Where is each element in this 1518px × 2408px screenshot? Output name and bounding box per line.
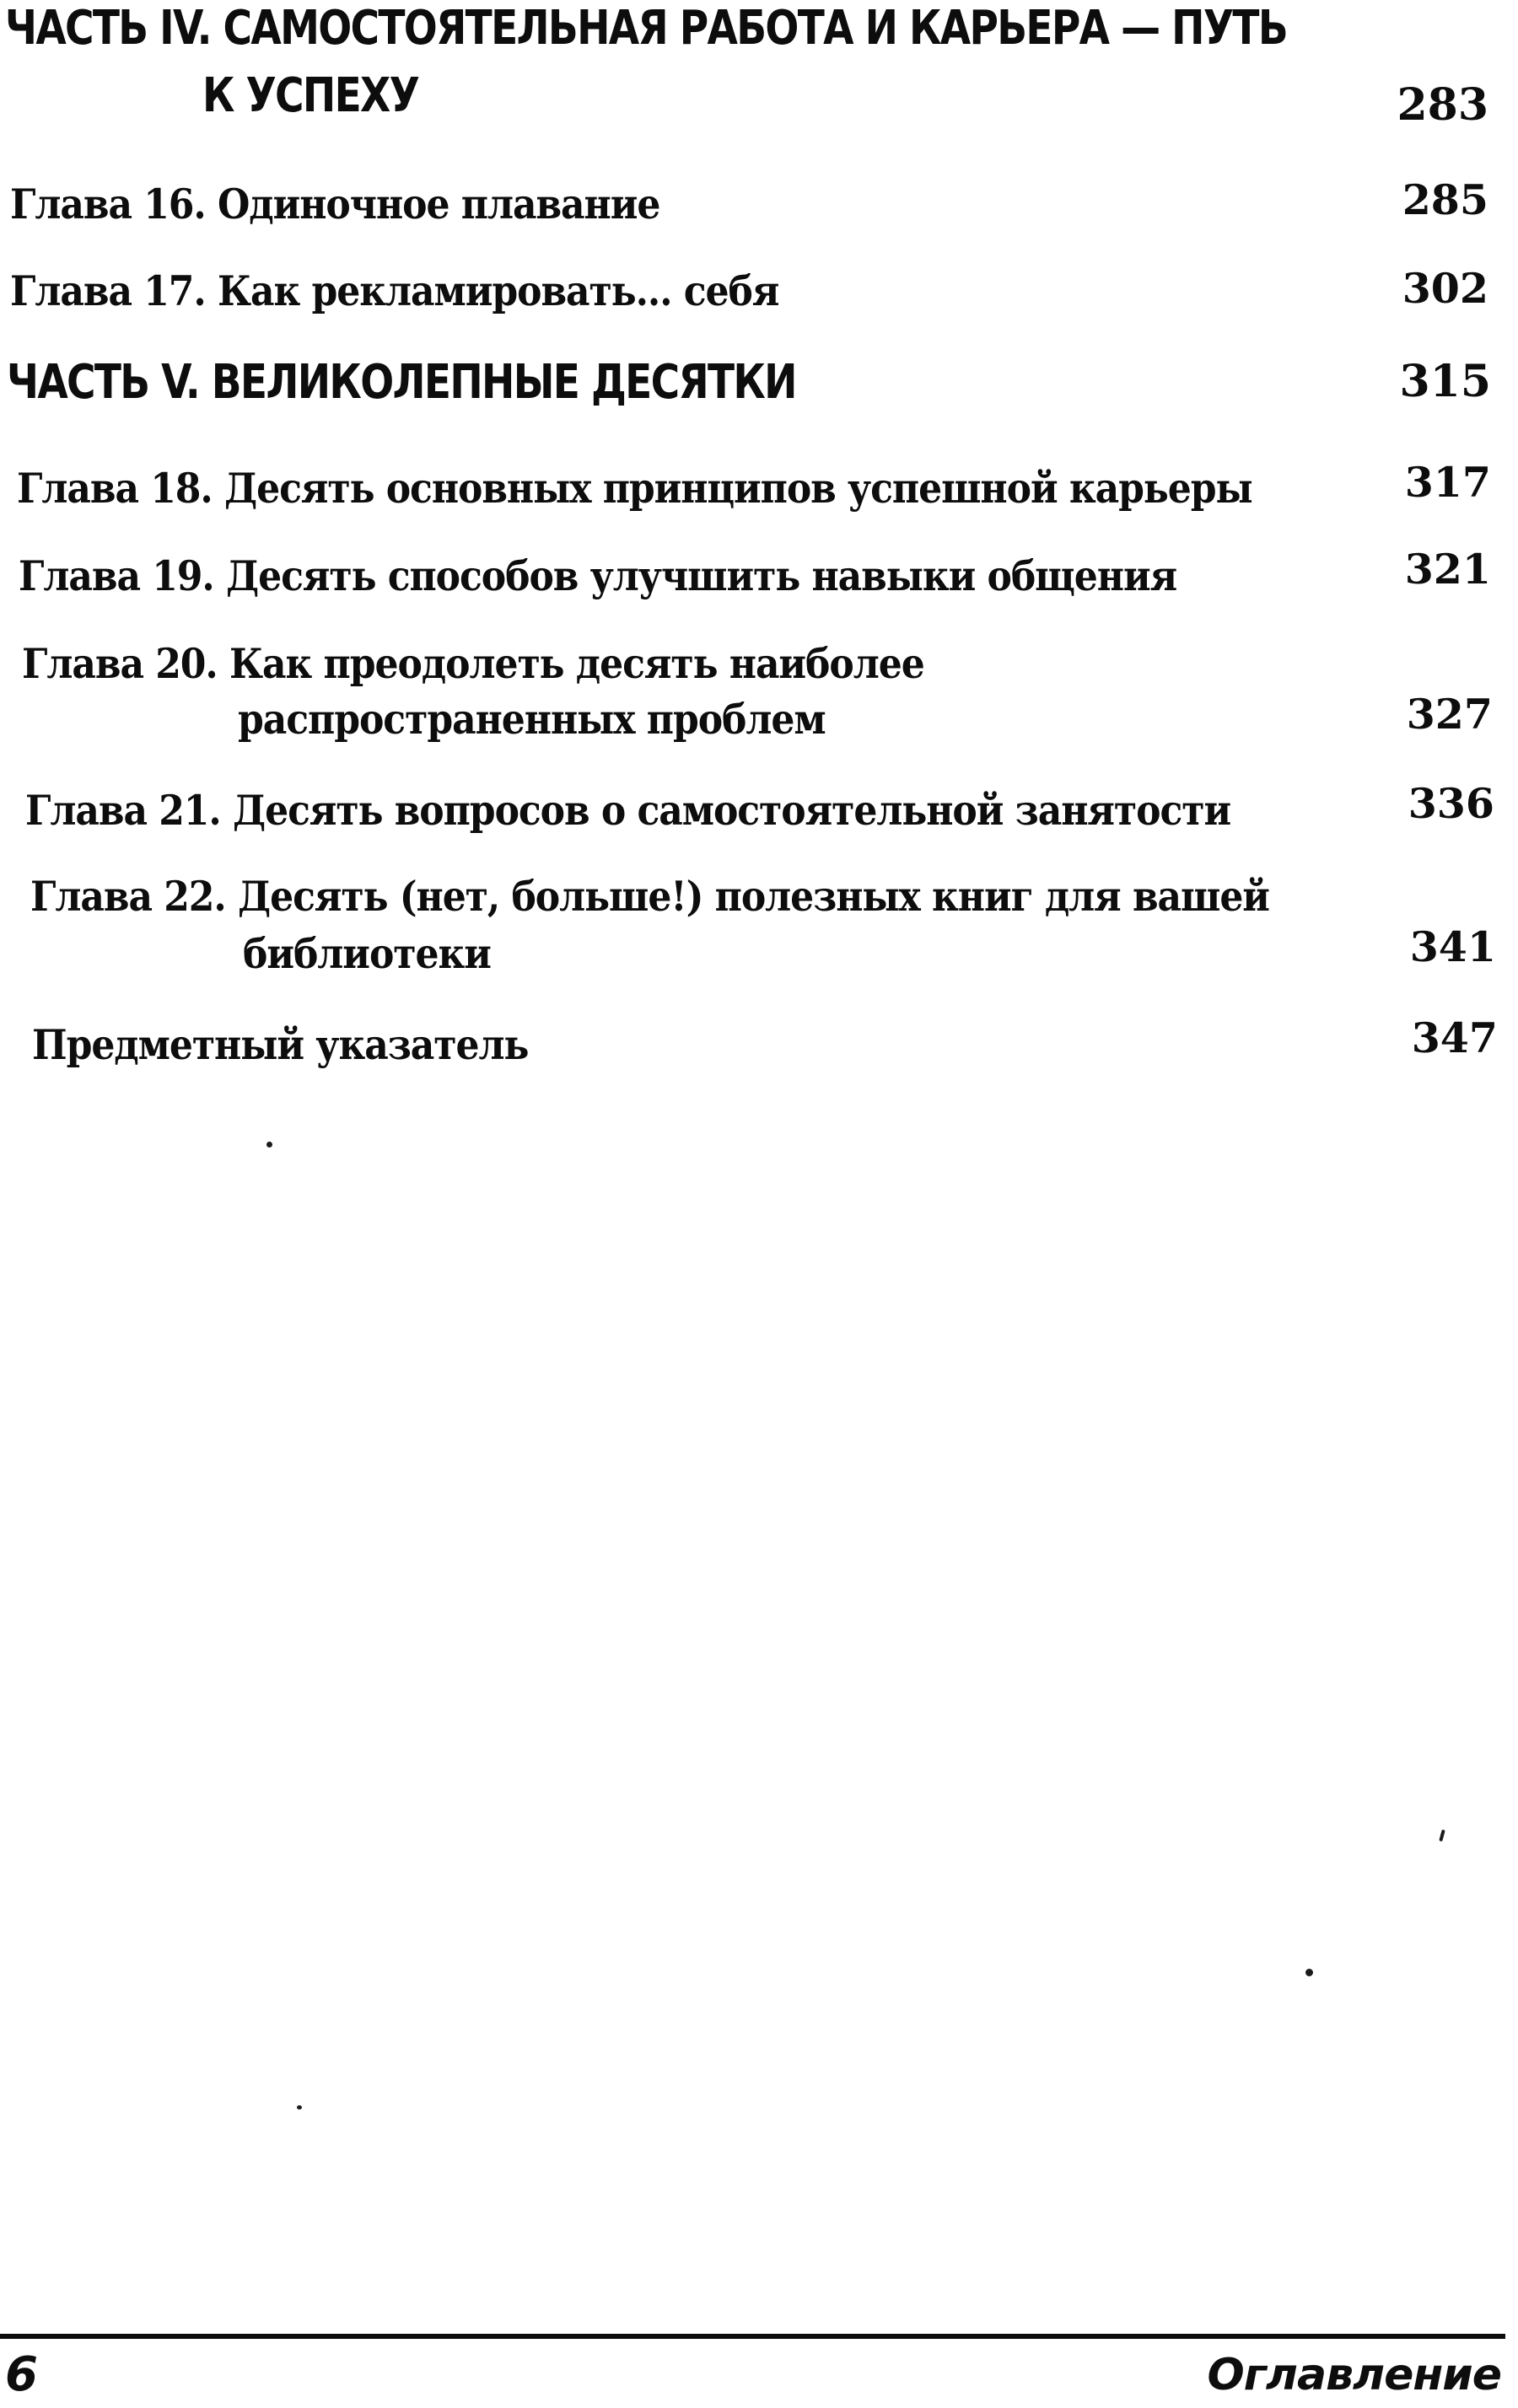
chapter-title: Глава 16. Одиночное плавание xyxy=(10,180,660,228)
chapter-title: Глава 22. Десять (нет, больше!) полезных книг для вашей xyxy=(30,872,1269,921)
footer-page-number: 6 xyxy=(5,2347,38,2402)
scan-speck xyxy=(297,2105,302,2110)
page-number: 341 xyxy=(1409,922,1496,971)
page-number: 336 xyxy=(1408,779,1494,828)
chapter-title: Глава 20. Как преодолеть десять наиболее xyxy=(22,639,924,688)
page-number: 327 xyxy=(1406,690,1493,739)
page-number: 302 xyxy=(1402,264,1488,313)
part-title-continued: К УСПЕХУ xyxy=(202,68,419,123)
chapter-title: Глава 18. Десять основных принципов успешной карьеры xyxy=(17,464,1252,513)
footer-rule xyxy=(0,2334,1505,2339)
chapter-title-continued: библиотеки xyxy=(243,929,491,978)
part-title: ЧАСТЬ IV. САМОСТОЯТЕЛЬНАЯ РАБОТА И КАРЬЕРА — ПУТЬ xyxy=(5,1,1288,56)
page-number: 283 xyxy=(1397,79,1488,131)
scan-speck xyxy=(1305,1969,1313,1976)
page-number: 321 xyxy=(1404,545,1491,594)
page-number: 315 xyxy=(1399,356,1491,407)
chapter-title: Предметный указатель xyxy=(32,1020,529,1069)
chapter-title: Глава 17. Как рекламировать... себя xyxy=(10,266,779,315)
page-number: 285 xyxy=(1402,175,1488,224)
part-title: ЧАСТЬ V. ВЕЛИКОЛЕПНЫЕ ДЕСЯТКИ xyxy=(7,355,796,410)
chapter-title: Глава 21. Десять вопросов о самостоятельной занятости xyxy=(25,786,1231,835)
footer-section-name: Оглавление xyxy=(1207,2350,1501,2400)
page-number: 347 xyxy=(1411,1013,1498,1062)
scan-speck xyxy=(266,1142,272,1148)
chapter-title-continued: распространенных проблем xyxy=(238,695,826,744)
chapter-title: Глава 19. Десять способов улучшить навыки общения xyxy=(19,551,1177,600)
page-number: 317 xyxy=(1404,458,1491,507)
scan-speck xyxy=(1439,1830,1445,1842)
